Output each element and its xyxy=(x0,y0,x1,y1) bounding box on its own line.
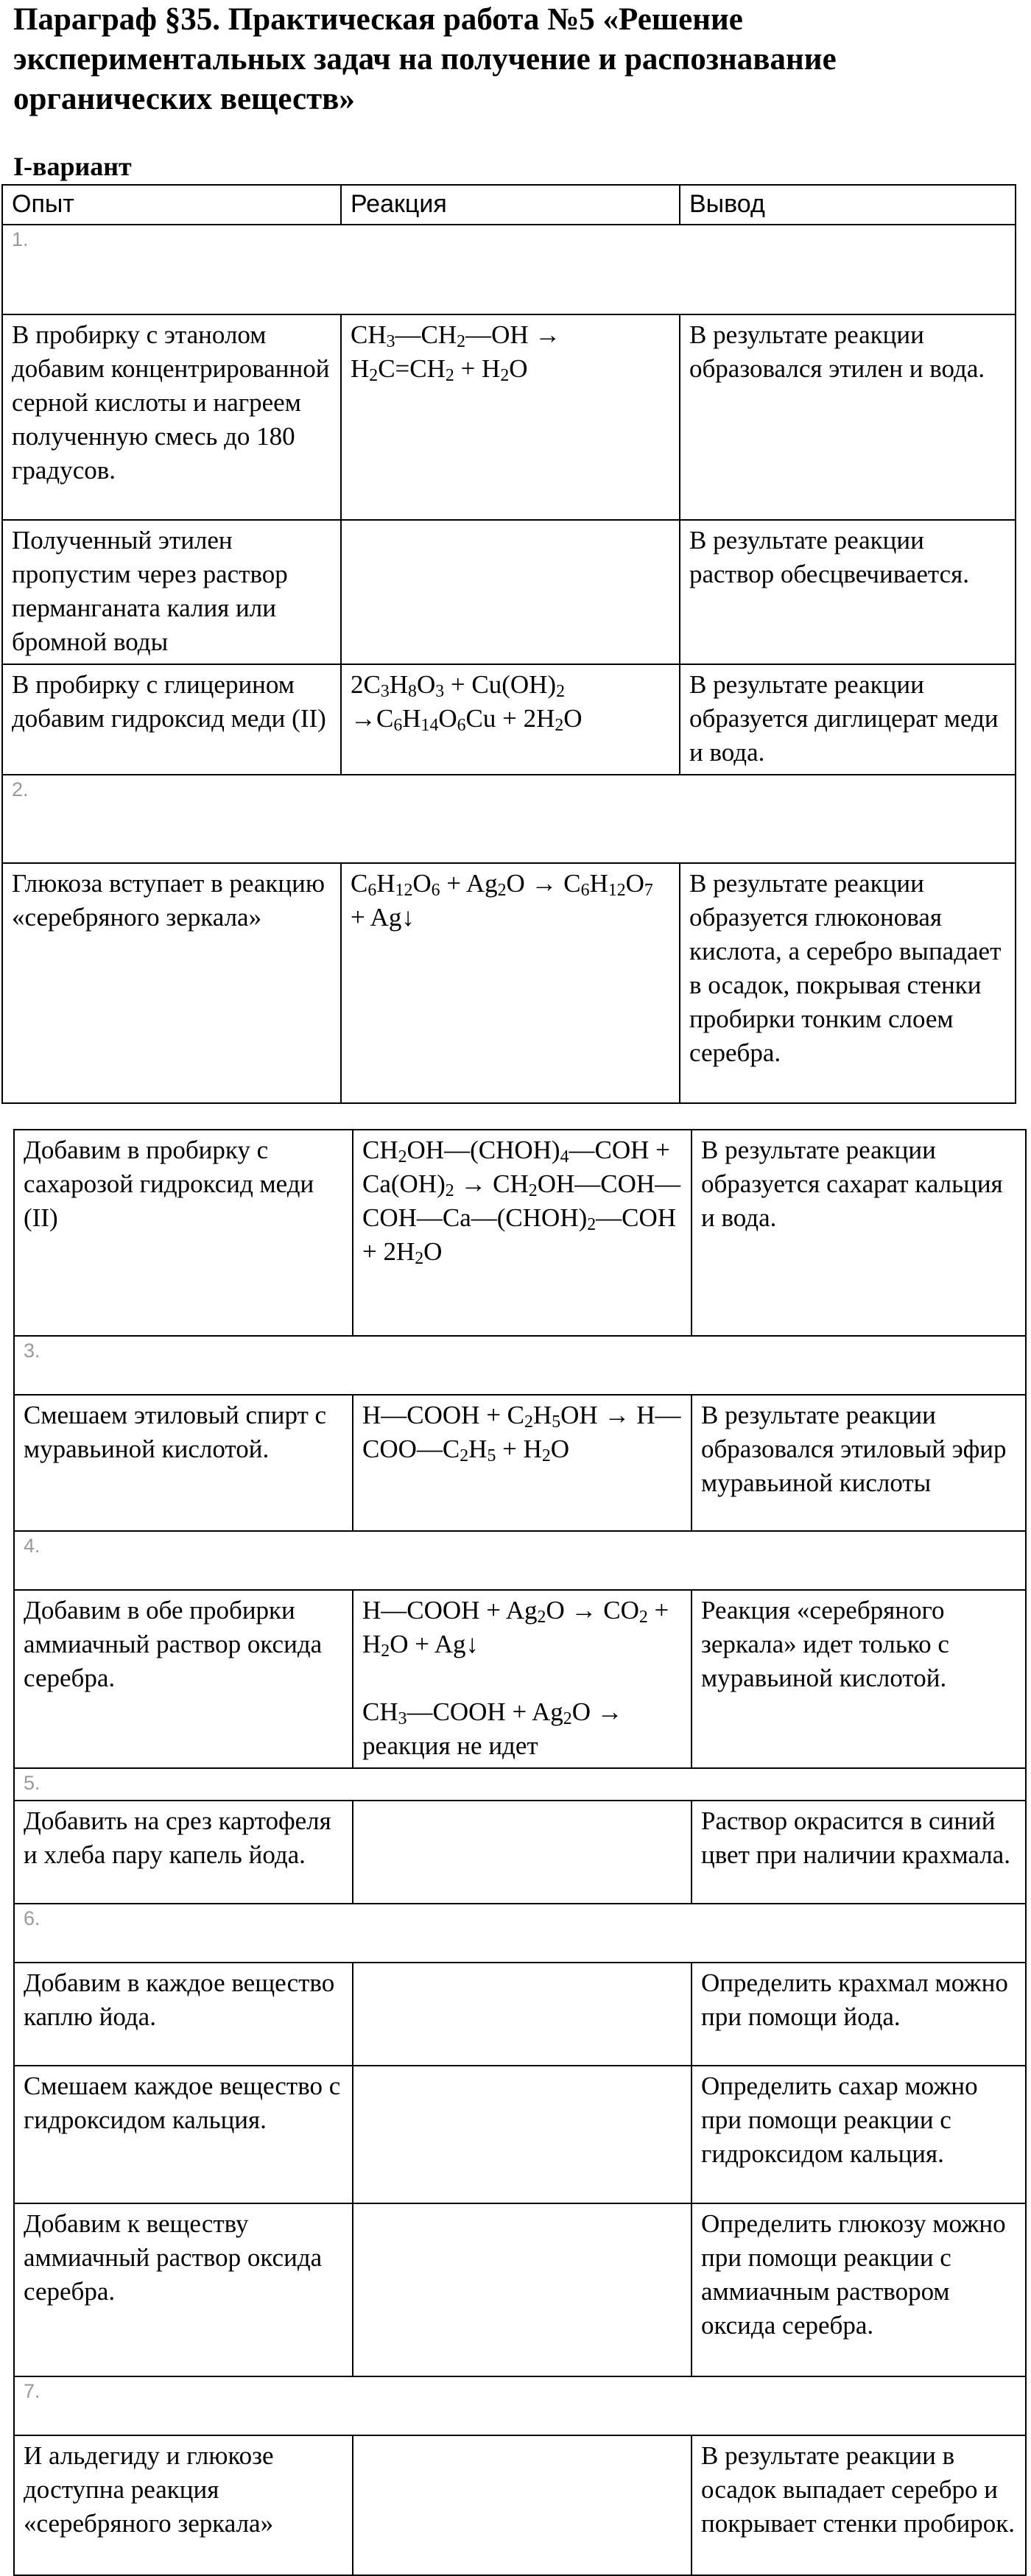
page-title: Параграф §35. Практическая работа №5 «Решение экспериментальных задач на получение и распознавание органических веществ» xyxy=(13,2,837,116)
conclusion-cell: В результате реакции образуется глюконовая кислота, а серебро выпадает в осадок, покрывая стенки пробирки тонким слоем серебра. xyxy=(680,863,1016,1103)
reaction-cell: $C_6H_{12}O_6 + Ag_2O \to C_6H_{12}O_7$ + Ag↓ xyxy=(341,863,680,1103)
experiments-table-1 xyxy=(1,184,1016,1104)
experiment-cell: Смешаем каждое вещество с гидроксидом кальция. xyxy=(14,2066,353,2203)
reaction-cell xyxy=(353,2435,692,2575)
section-number-row xyxy=(2,775,1016,863)
section-number: 4. xyxy=(14,1531,1026,1590)
section-number-row xyxy=(14,2376,1026,2435)
reaction-cell: H—COOH + $C_2H_5OH$ → $H—COO—C_2H_5 + H_2O$ xyxy=(353,1395,692,1531)
reaction-cell: H—COOH + $Ag_2O \to CO_2 + H_2O$ + Ag↓ $CH_3—COOH + Ag_2O$ → реакция не идет xyxy=(353,1590,692,1768)
table-row xyxy=(14,1590,1026,1768)
table-row xyxy=(14,1395,1026,1531)
reaction-cell xyxy=(353,2066,692,2203)
reaction-cell xyxy=(341,520,680,664)
experiments-table-1-body xyxy=(2,185,1016,1103)
experiment-cell: Добавим в пробирку с сахарозой гидроксид меди (II) xyxy=(14,1130,353,1336)
experiment-cell: Добавим к веществу аммиачный раствор оксида серебра. xyxy=(14,2203,353,2376)
reaction-cell: $2C_3H_8O_3 + Cu(OH)_2 \to C_6H_{14}O_6Cu + 2H_2O$ xyxy=(341,664,680,775)
header-experiment: Опыт xyxy=(2,185,341,225)
table-row xyxy=(2,863,1016,1103)
section-number: 1. xyxy=(2,225,1016,314)
section-number-row xyxy=(14,1768,1026,1801)
section-number: 5. xyxy=(14,1768,1026,1801)
table-row xyxy=(14,1963,1026,2066)
experiment-cell: Добавить на срез картофеля и хлеба пару капель йода. xyxy=(14,1801,353,1904)
conclusion-cell: В результате реакции в осадок выпадает серебро и покрывает стенки пробирок. xyxy=(692,2435,1026,2575)
experiment-cell: В пробирку с этанолом добавим концентрированной серной кислоты и нагреем полученную смесь до 180 градусов. xyxy=(2,314,341,520)
table-row xyxy=(14,2066,1026,2203)
experiment-cell: Добавим в каждое вещество каплю йода. xyxy=(14,1963,353,2066)
conclusion-cell: Реакция «серебряного зеркала» идет только с муравьиной кислотой. xyxy=(692,1590,1026,1768)
header-reaction: Реакция xyxy=(341,185,680,225)
section-number-row xyxy=(2,225,1016,314)
experiment-cell: В пробирку с глицерином добавим гидроксид меди (II) xyxy=(2,664,341,775)
section-number: 6. xyxy=(14,1904,1026,1963)
conclusion-cell: В результате реакции образуется диглицерат меди и вода. xyxy=(680,664,1016,775)
section-number: 2. xyxy=(2,775,1016,863)
conclusion-cell: В результате реакции раствор обесцвечивается. xyxy=(680,520,1016,664)
conclusion-cell: Определить крахмал можно при помощи йода. xyxy=(692,1963,1026,2066)
table-row xyxy=(2,664,1016,775)
conclusion-cell: Раствор окрасится в синий цвет при наличии крахмала. xyxy=(692,1801,1026,1904)
experiment-cell: Добавим в обе пробирки аммиачный раствор оксида серебра. xyxy=(14,1590,353,1768)
experiment-cell: Глюкоза вступает в реакцию «серебряного зеркала» xyxy=(2,863,341,1103)
experiments-table-2-body xyxy=(14,1130,1026,2575)
table-row xyxy=(14,2203,1026,2376)
section-number-row xyxy=(14,1531,1026,1590)
reaction-cell: $CH_3—CH_2—OH \to H_2C=CH_2 + H_2O$ xyxy=(341,314,680,520)
conclusion-cell: Определить глюкозу можно при помощи реакции с аммиачным раствором оксида серебра. xyxy=(692,2203,1026,2376)
variant-heading: I-вариант xyxy=(13,152,132,181)
conclusion-cell: Определить сахар можно при помощи реакции с гидроксидом кальция. xyxy=(692,2066,1026,2203)
table-row xyxy=(2,314,1016,520)
reaction-cell: $CH_2OH—(CHOH)_4—COH + Ca(OH)_2$ → $CH_2OH—COH—COH—Ca—(CHOH)_2—COH + 2H_2O$ xyxy=(353,1130,692,1336)
table-row xyxy=(14,1801,1026,1904)
conclusion-cell: В результате реакции образовался этилен и вода. xyxy=(680,314,1016,520)
reaction-cell xyxy=(353,2203,692,2376)
table-row xyxy=(2,520,1016,664)
experiment-cell: Полученный этилен пропустим через раствор перманганата калия или бромной воды xyxy=(2,520,341,664)
table-header-row xyxy=(2,185,1016,225)
section-number: 3. xyxy=(14,1336,1026,1395)
experiment-cell: И альдегиду и глюкозе доступна реакция «серебряного зеркала» xyxy=(14,2435,353,2575)
conclusion-cell: В результате реакции образуется сахарат кальция и вода. xyxy=(692,1130,1026,1336)
section-number: 7. xyxy=(14,2376,1026,2435)
section-number-row xyxy=(14,1336,1026,1395)
section-number-row xyxy=(14,1904,1026,1963)
conclusion-cell: В результате реакции образовался этиловый эфир муравьиной кислоты xyxy=(692,1395,1026,1531)
table-row xyxy=(14,2435,1026,2575)
experiment-cell: Смешаем этиловый спирт с муравьиной кислотой. xyxy=(14,1395,353,1531)
reaction-cell xyxy=(353,1963,692,2066)
reaction-cell xyxy=(353,1801,692,1904)
header-conclusion: Вывод xyxy=(680,185,1016,225)
table-row xyxy=(14,1130,1026,1336)
experiments-table-2 xyxy=(13,1129,1027,2576)
